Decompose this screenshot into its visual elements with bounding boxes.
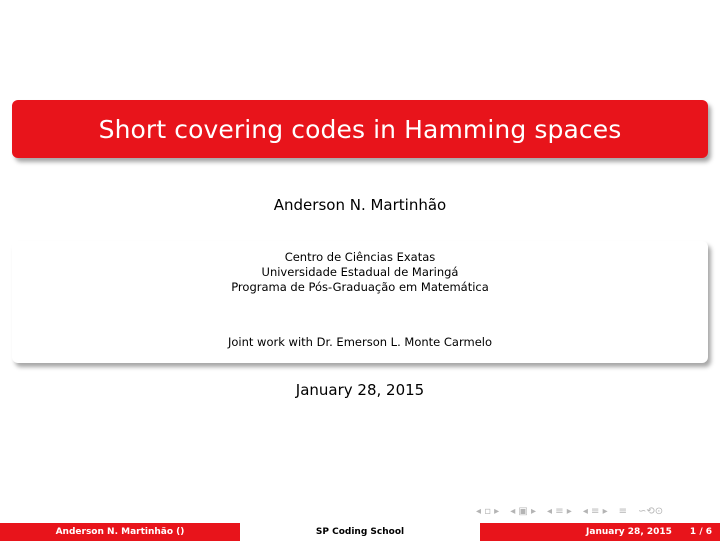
footer-event [240,523,480,541]
nav-search-icon[interactable]: ∽⟲⊙ [638,506,664,517]
nav-subsection-icon[interactable]: ◂ ≡ ▸ [547,506,572,517]
nav-align-icon[interactable]: ≡ [618,506,627,517]
joint-work-note: Joint work with Dr. Emerson L. Monte Carmelo [227,335,492,349]
institution-line-3: Programa de Pós-Graduação em Matemática [231,280,489,294]
title-box [12,100,708,158]
footer-author [0,523,240,541]
footer-author-text: Anderson N. Martinhão () [55,527,185,537]
footer-date-page [480,523,720,541]
nav-section-icon[interactable]: ◂ ≡ ▸ [582,506,608,517]
author-name: Anderson N. Martinhão [273,196,447,214]
presentation-date: January 28, 2015 [295,381,425,399]
beamer-navigation [476,506,663,517]
footer-event-text: SP Coding School [315,527,405,537]
nav-first-icon[interactable]: ◂ ▫ ▸ [476,506,500,517]
footer-page-number: 1 / 6 [689,527,712,537]
footer-date: January 28, 2015 [586,527,672,537]
slide-title: Short covering codes in Hamming spaces [98,114,622,144]
footer-bar [0,523,720,541]
institution-line-2: Universidade Estadual de Maringá [261,265,459,279]
institution-line-1: Centro de Ciências Exatas [284,250,436,264]
nav-frame-icon[interactable]: ◂ ▣ ▸ [510,506,537,517]
institution-box [12,241,708,363]
